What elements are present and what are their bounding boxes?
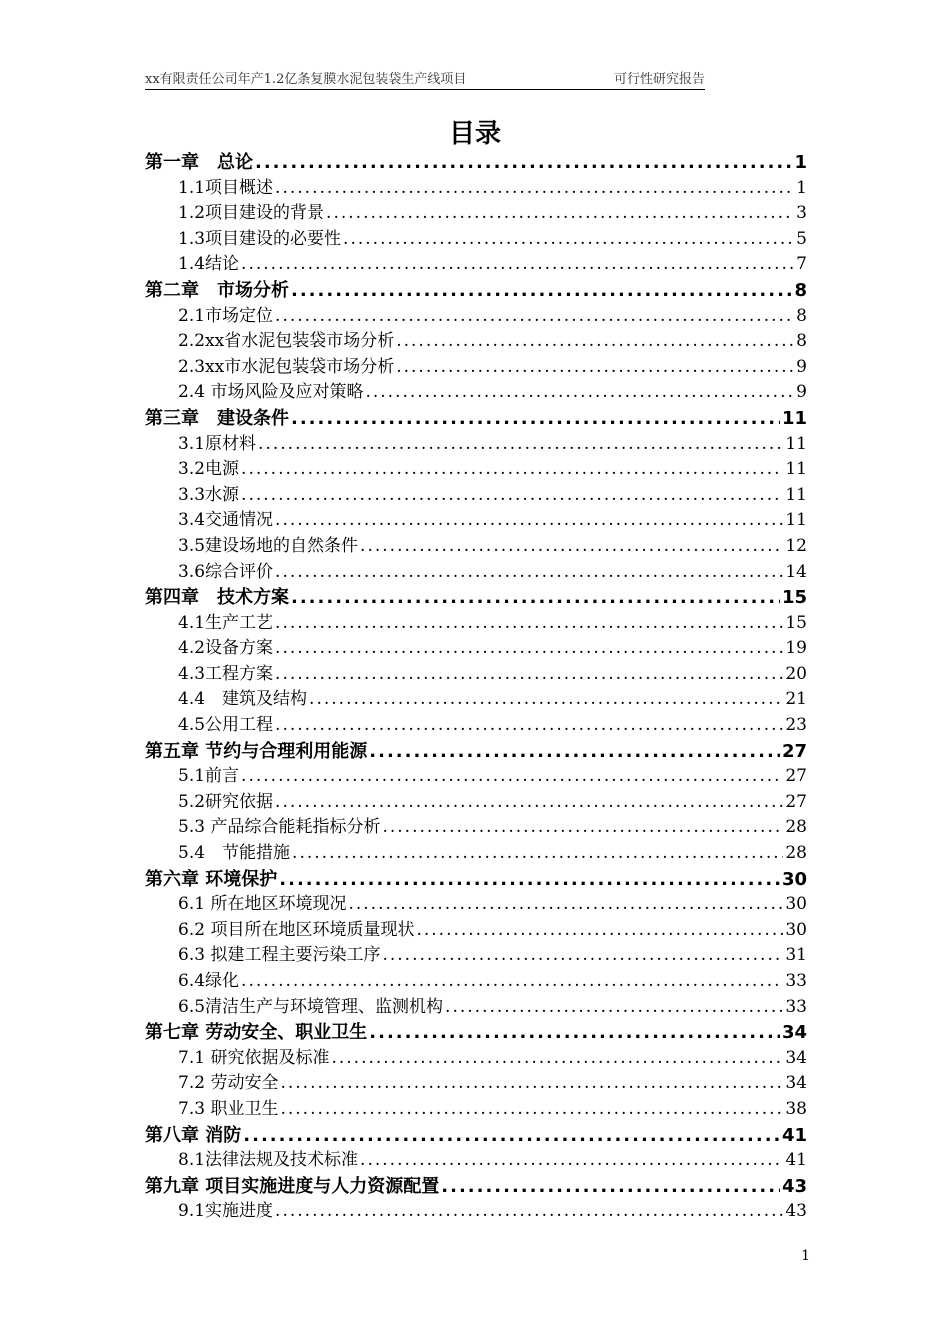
toc-section-entry[interactable]: [145, 1097, 807, 1123]
toc-entry-label: 6.2 项目所在地区环境质量现状: [178, 919, 415, 940]
toc-leader-dots: [275, 176, 794, 202]
toc-entry-page: 3: [796, 203, 807, 224]
toc-leader-dots: [241, 457, 783, 483]
toc-leader-dots: [360, 534, 783, 560]
toc-entry-page: 28: [785, 843, 807, 864]
toc-leader-dots: [275, 662, 783, 688]
toc-leader-dots: [241, 764, 783, 790]
toc-entry-page: 7: [796, 254, 807, 275]
toc-entry-label: 第四章 技术方案: [145, 587, 289, 609]
toc-chapter-entry[interactable]: [145, 1123, 807, 1149]
toc-entry-page: 41: [785, 1150, 807, 1171]
toc-entry-label: 第五章 节约与合理利用能源: [145, 740, 368, 762]
toc-leader-dots: [275, 611, 783, 637]
toc-entry-page: 30: [785, 894, 807, 915]
toc-entry-page: 9: [796, 382, 807, 403]
toc-leader-dots: [369, 739, 780, 765]
toc-leader-dots: [280, 1097, 783, 1123]
toc-entry-label: 3.1原材料: [178, 433, 257, 454]
toc-leader-dots: [348, 892, 783, 918]
toc-leader-dots: [275, 560, 783, 586]
toc-entry-page: 8: [794, 279, 807, 301]
toc-entry-page: 5: [796, 228, 807, 249]
toc-entry-page: 34: [781, 1022, 807, 1044]
toc-leader-dots: [275, 1199, 783, 1225]
toc-entry-label: 7.2 劳动安全: [178, 1073, 279, 1094]
toc-section-entry[interactable]: [145, 176, 807, 202]
toc-title: 目录: [448, 119, 501, 149]
toc-chapter-entry[interactable]: [145, 1174, 807, 1200]
toc-leader-dots: [279, 867, 780, 893]
toc-entry-page: 33: [785, 971, 807, 991]
toc-leader-dots: [255, 150, 792, 176]
toc-section-entry[interactable]: [145, 534, 807, 560]
toc-section-entry[interactable]: [145, 508, 807, 534]
toc-entry-label: 第九章 项目实施进度与人力资源配置: [145, 1175, 440, 1197]
toc-section-entry[interactable]: [145, 1071, 807, 1097]
toc-entry-page: 19: [785, 638, 807, 659]
toc-entry-label: 5.1前言: [178, 766, 240, 787]
toc-entry-page: 23: [785, 715, 807, 736]
toc-entry-page: 12: [785, 535, 807, 556]
header-project-title: xx有限责任公司年产1.2亿条复膜水泥包装袋生产线项目: [145, 72, 467, 87]
toc-entry-label: 第三章 建设条件: [145, 407, 289, 429]
toc-section-entry[interactable]: [145, 969, 807, 995]
page-number: 1: [801, 1248, 810, 1264]
toc-entry-page: 8: [796, 305, 807, 326]
toc-entry-label: 5.2研究依据: [178, 791, 274, 812]
toc-section-entry[interactable]: [145, 1046, 807, 1072]
toc-entry-label: 第一章 总论: [145, 152, 253, 173]
toc-leader-dots: [369, 1020, 780, 1046]
toc-leader-dots: [382, 815, 783, 841]
toc-leader-dots: [291, 406, 780, 432]
toc-entry-label: 3.3水源: [178, 484, 240, 505]
toc-entry-label: 2.2xx省水泥包装袋市场分析: [178, 331, 395, 352]
toc-entry-page: 14: [785, 561, 807, 582]
toc-entry-label: 1.3项目建设的必要性: [178, 228, 342, 249]
toc-leader-dots: [396, 329, 794, 355]
toc-section-entry[interactable]: [145, 457, 807, 483]
toc-entry-label: 3.4交通情况: [178, 510, 274, 531]
toc-section-entry[interactable]: [145, 1148, 807, 1174]
toc-entry-label: 3.5建设场地的自然条件: [178, 535, 359, 556]
toc-section-entry[interactable]: [145, 687, 807, 713]
toc-entry-label: 第六章 环境保护: [145, 868, 278, 890]
toc-section-entry[interactable]: [145, 764, 807, 790]
running-header: [145, 68, 705, 90]
toc-entry-page: 11: [785, 433, 807, 454]
toc-entry-label: 3.6综合评价: [178, 561, 274, 582]
toc-section-entry[interactable]: [145, 841, 807, 867]
toc-entry-label: 4.3工程方案: [178, 663, 274, 684]
toc-entry-page: 11: [785, 484, 807, 505]
toc-section-entry[interactable]: [145, 483, 807, 509]
toc-leader-dots: [241, 483, 783, 509]
toc-entry-label: 6.3 拟建工程主要污染工序: [178, 945, 381, 966]
toc-leader-dots: [275, 713, 783, 739]
toc-entry-page: 27: [785, 766, 807, 787]
toc-leader-dots: [326, 201, 794, 227]
toc-entry-page: 43: [781, 1175, 807, 1197]
toc-entry-page: 34: [785, 1047, 807, 1068]
toc-section-entry[interactable]: [145, 995, 807, 1021]
toc-section-entry[interactable]: [145, 560, 807, 586]
toc-entry-label: 1.2项目建设的背景: [178, 203, 325, 224]
toc-leader-dots: [241, 969, 783, 995]
toc-section-entry[interactable]: [145, 815, 807, 841]
toc-chapter-entry[interactable]: [145, 867, 807, 893]
toc-section-entry[interactable]: [145, 713, 807, 739]
toc-entry-page: 11: [785, 510, 807, 531]
toc-leader-dots: [360, 1148, 783, 1174]
toc-entry-page: 9: [796, 356, 807, 377]
toc-entry-label: 7.3 职业卫生: [178, 1098, 279, 1119]
toc-entry-page: 15: [781, 587, 807, 609]
toc-chapter-entry[interactable]: [145, 406, 807, 432]
toc-entry-label: 6.5清洁生产与环境管理、监测机构: [178, 996, 444, 1017]
toc-section-entry[interactable]: [145, 636, 807, 662]
toc-entry-label: 4.5公用工程: [178, 715, 274, 736]
toc-chapter-entry[interactable]: [145, 278, 807, 304]
table-of-contents: [145, 150, 807, 1225]
toc-entry-page: 38: [785, 1098, 807, 1119]
toc-section-entry[interactable]: [145, 252, 807, 278]
toc-entry-page: 30: [785, 919, 807, 940]
toc-leader-dots: [292, 841, 783, 867]
toc-section-entry[interactable]: [145, 432, 807, 458]
toc-entry-page: 31: [785, 945, 807, 966]
toc-entry-label: 6.1 所在地区环境现况: [178, 894, 347, 915]
toc-section-entry[interactable]: [145, 918, 807, 944]
toc-entry-label: 6.4绿化: [178, 971, 240, 991]
toc-entry-label: 5.4 节能措施: [178, 843, 291, 864]
toc-section-entry[interactable]: [145, 662, 807, 688]
toc-entry-label: 第八章 消防: [145, 1124, 242, 1146]
toc-entry-page: 33: [785, 996, 807, 1017]
toc-entry-label: 7.1 研究依据及标准: [178, 1047, 330, 1068]
toc-leader-dots: [331, 1046, 783, 1072]
toc-leader-dots: [241, 252, 794, 278]
toc-entry-page: 30: [781, 868, 807, 890]
toc-entry-page: 11: [781, 407, 807, 429]
toc-leader-dots: [396, 355, 794, 381]
toc-entry-page: 8: [796, 331, 807, 352]
toc-entry-label: 2.4 市场风险及应对策略: [178, 382, 364, 403]
toc-entry-page: 41: [781, 1124, 807, 1146]
toc-entry-label: 第二章 市场分析: [145, 279, 289, 301]
toc-leader-dots: [275, 508, 783, 534]
toc-entry-label: 1.1项目概述: [178, 177, 274, 198]
toc-section-entry[interactable]: [145, 380, 807, 406]
toc-section-entry[interactable]: [145, 304, 807, 330]
toc-section-entry[interactable]: [145, 329, 807, 355]
toc-entry-page: 27: [785, 791, 807, 812]
toc-leader-dots: [275, 790, 783, 816]
toc-chapter-entry[interactable]: [145, 585, 807, 611]
toc-entry-page: 43: [785, 1201, 807, 1222]
toc-leader-dots: [291, 278, 792, 304]
toc-entry-label: 2.3xx市水泥包装袋市场分析: [178, 356, 395, 377]
toc-section-entry[interactable]: [145, 1199, 807, 1225]
toc-leader-dots: [343, 227, 794, 253]
toc-leader-dots: [275, 636, 783, 662]
toc-entry-label: 4.1生产工艺: [178, 612, 274, 633]
toc-section-entry[interactable]: [145, 611, 807, 637]
toc-entry-label: 1.4结论: [178, 254, 240, 275]
toc-entry-page: 15: [785, 612, 807, 633]
toc-entry-label: 2.1市场定位: [178, 305, 274, 326]
toc-entry-label: 9.1实施进度: [178, 1201, 274, 1222]
toc-entry-label: 3.2电源: [178, 459, 240, 480]
toc-leader-dots: [309, 687, 783, 713]
toc-entry-label: 5.3 产品综合能耗指标分析: [178, 817, 381, 838]
toc-leader-dots: [365, 380, 794, 406]
toc-entry-page: 1: [796, 177, 807, 198]
toc-leader-dots: [258, 432, 783, 458]
toc-entry-label: 4.2设备方案: [178, 638, 274, 659]
header-report-type: 可行性研究报告: [613, 72, 705, 87]
toc-chapter-entry[interactable]: [145, 1020, 807, 1046]
toc-leader-dots: [280, 1071, 783, 1097]
toc-section-entry[interactable]: [145, 790, 807, 816]
toc-leader-dots: [445, 995, 783, 1021]
toc-leader-dots: [243, 1123, 780, 1149]
toc-entry-page: 34: [785, 1073, 807, 1094]
toc-entry-page: 11: [785, 459, 807, 480]
toc-section-entry[interactable]: [145, 201, 807, 227]
toc-section-entry[interactable]: [145, 892, 807, 918]
toc-entry-page: 27: [781, 740, 807, 762]
toc-section-entry[interactable]: [145, 227, 807, 253]
toc-entry-label: 8.1法律法规及技术标准: [178, 1150, 359, 1171]
toc-section-entry[interactable]: [145, 943, 807, 969]
toc-entry-page: 20: [785, 663, 807, 684]
toc-chapter-entry[interactable]: [145, 150, 807, 176]
toc-leader-dots: [382, 943, 783, 969]
toc-leader-dots: [416, 918, 783, 944]
toc-entry-label: 第七章 劳动安全、职业卫生: [145, 1022, 368, 1044]
toc-leader-dots: [291, 585, 780, 611]
toc-leader-dots: [441, 1174, 780, 1200]
toc-entry-label: 4.4 建筑及结构: [178, 689, 308, 710]
toc-entry-page: 21: [785, 689, 807, 710]
toc-entry-page: 1: [794, 152, 807, 173]
toc-leader-dots: [275, 304, 794, 330]
toc-entry-page: 28: [785, 817, 807, 838]
toc-chapter-entry[interactable]: [145, 739, 807, 765]
toc-section-entry[interactable]: [145, 355, 807, 381]
